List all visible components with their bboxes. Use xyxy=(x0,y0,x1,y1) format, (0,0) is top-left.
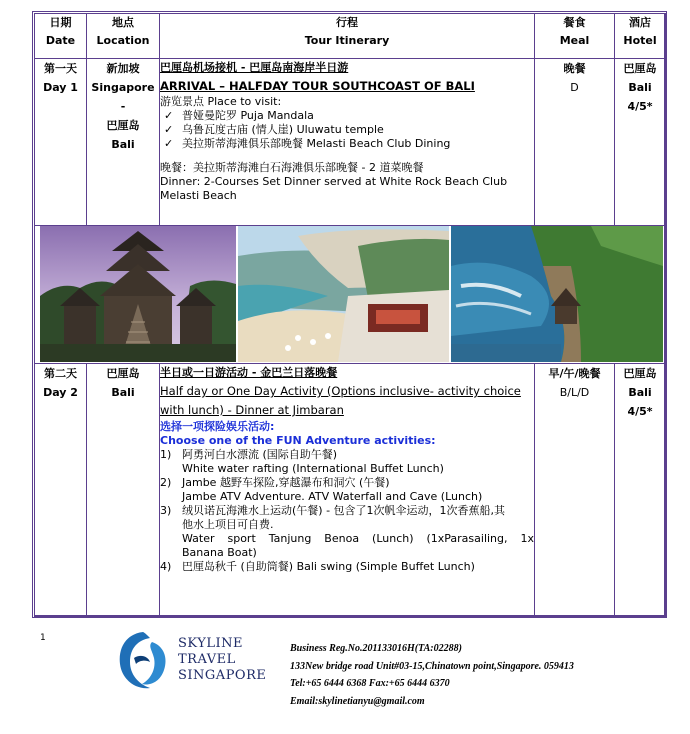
day2-title-en-2: with lunch) - Dinner at Jimbaran xyxy=(160,403,344,417)
day1-row xyxy=(35,59,666,226)
header-date: 日期 Date xyxy=(35,14,87,59)
page-number: 1 xyxy=(40,633,46,643)
header-row xyxy=(35,14,666,59)
day2-location: 巴厘岛 Bali xyxy=(87,364,160,617)
day1-date: 第一天 Day 1 xyxy=(35,59,87,226)
day2-row xyxy=(35,364,666,617)
header-hotel: 酒店 Hotel xyxy=(615,14,666,59)
list-item: 1) 阿勇河白水漂流 (国际自助午餐) xyxy=(160,448,338,461)
list-item: ✓ 美拉斯蒂海滩俱乐部晚餐 Melasti Beach Club Dining xyxy=(160,137,534,151)
day2-title-cn: 半日或一日游活动 - 金巴兰日落晚餐 xyxy=(160,366,338,379)
header-itinerary: 行程 Tour Itinerary xyxy=(160,14,535,59)
list-item: 3) 绒贝诺瓦海滩水上运动(午餐) - 包含了1次帆伞运动，1次香蕉船,其 xyxy=(160,504,506,517)
header-location: 地点 Location xyxy=(87,14,160,59)
day2-title-en-1: Half day or One Day Activity (Options inclusive- activity choice xyxy=(160,384,521,398)
temple-photo xyxy=(40,226,236,362)
business-address: 133New bridge road Unit#03-15,Chinatown point,Singapore. 059413 xyxy=(290,660,574,672)
list-item: ✓ 乌鲁瓦度古庙 (情人崖) Uluwatu temple xyxy=(160,123,534,137)
business-info xyxy=(290,640,574,710)
list-item: 4) 巴厘岛秋千 (自助筒餐) Bali swing (Simple Buffet Lunch) xyxy=(160,560,475,573)
beach-club-photo xyxy=(238,226,449,362)
business-reg: Business Reg.No.201133016H(TA:02288) xyxy=(290,643,462,654)
check-icon: ✓ xyxy=(164,137,174,150)
day1-title-en: ARRIVAL – HALFDAY TOUR SOUTHCOAST OF BALI xyxy=(160,79,475,93)
dragon-logo xyxy=(112,628,174,694)
day1-location: 新加坡 Singapore - 巴厘岛 Bali xyxy=(87,59,160,226)
day1-meal: 晚餐 D xyxy=(535,59,615,226)
dinner-cn: 晚餐：美拉斯蒂海滩白石海滩俱乐部晚餐 - 2 道菜晚餐 xyxy=(160,161,424,174)
day1-title-cn: 巴厘岛机场接机 - 巴厘岛南海岸半日游 xyxy=(160,61,349,74)
check-icon: ✓ xyxy=(164,123,174,136)
cliff-photo xyxy=(451,226,663,362)
dinner-en: Dinner: 2-Courses Set Dinner served at White Rock Beach Club Melasti Beach xyxy=(160,175,508,202)
day2-hotel: 巴厘岛 Bali 4/5* xyxy=(615,364,666,617)
choose-en: Choose one of the FUN Adventure activities: xyxy=(160,434,436,447)
day2-date: 第二天 Day 2 xyxy=(35,364,87,617)
list-item: 2) Jambe 越野车探险,穿越瀑布和洞穴 (午餐) xyxy=(160,476,390,489)
list-item: ✓ 普娅曼陀罗 Puja Mandala xyxy=(160,109,534,123)
places-label: 游览景点 Place to visit: xyxy=(160,95,282,108)
choose-cn: 选择一项探险娱乐活动: xyxy=(160,420,275,433)
day2-meal: 早/午/晚餐 B/L/D xyxy=(535,364,615,617)
day2-itinerary: 半日或一日游活动 - 金巴兰日落晚餐 Half day or One Day Activity (Options inclusive- activity choice with lunch) - Dinner at Jimbaran 选择一项探险娱乐活动: Choose one of the FUN Adventure activities: 1) 阿勇河白水漂流 (国际自助午餐) White water rafting (International Buffet Lunch) 2) Jambe 越野车探险,穿越瀑布和洞穴 (午餐) Jambe ATV Adventure. ATV Waterfall and Cave (Lunch) 3) 绒贝诺瓦海滩水上运动(午餐) - 包含了1次帆伞运动，1次香蕉船,其 他水上项目可自费. Water sport Tanjung Benoa (Lunch) (1xParasailing, 1x Banana Boat) 4) 巴厘岛秋千 (自助筒餐) Bali swing (Simple Buffet Lunch) xyxy=(160,364,535,617)
business-tel: Tel:+65 6444 6368 Fax:+65 6444 6370 xyxy=(290,678,450,689)
check-icon: ✓ xyxy=(164,109,174,122)
day1-itinerary xyxy=(160,59,535,226)
header-meal: 餐食 Meal xyxy=(535,14,615,59)
brand-name: SKYLINE TRAVEL SINGAPORE xyxy=(178,636,267,683)
day1-hotel: 巴厘岛 Bali 4/5* xyxy=(615,59,666,226)
business-email: Email:skylinetianyu@gmail.com xyxy=(290,695,425,707)
